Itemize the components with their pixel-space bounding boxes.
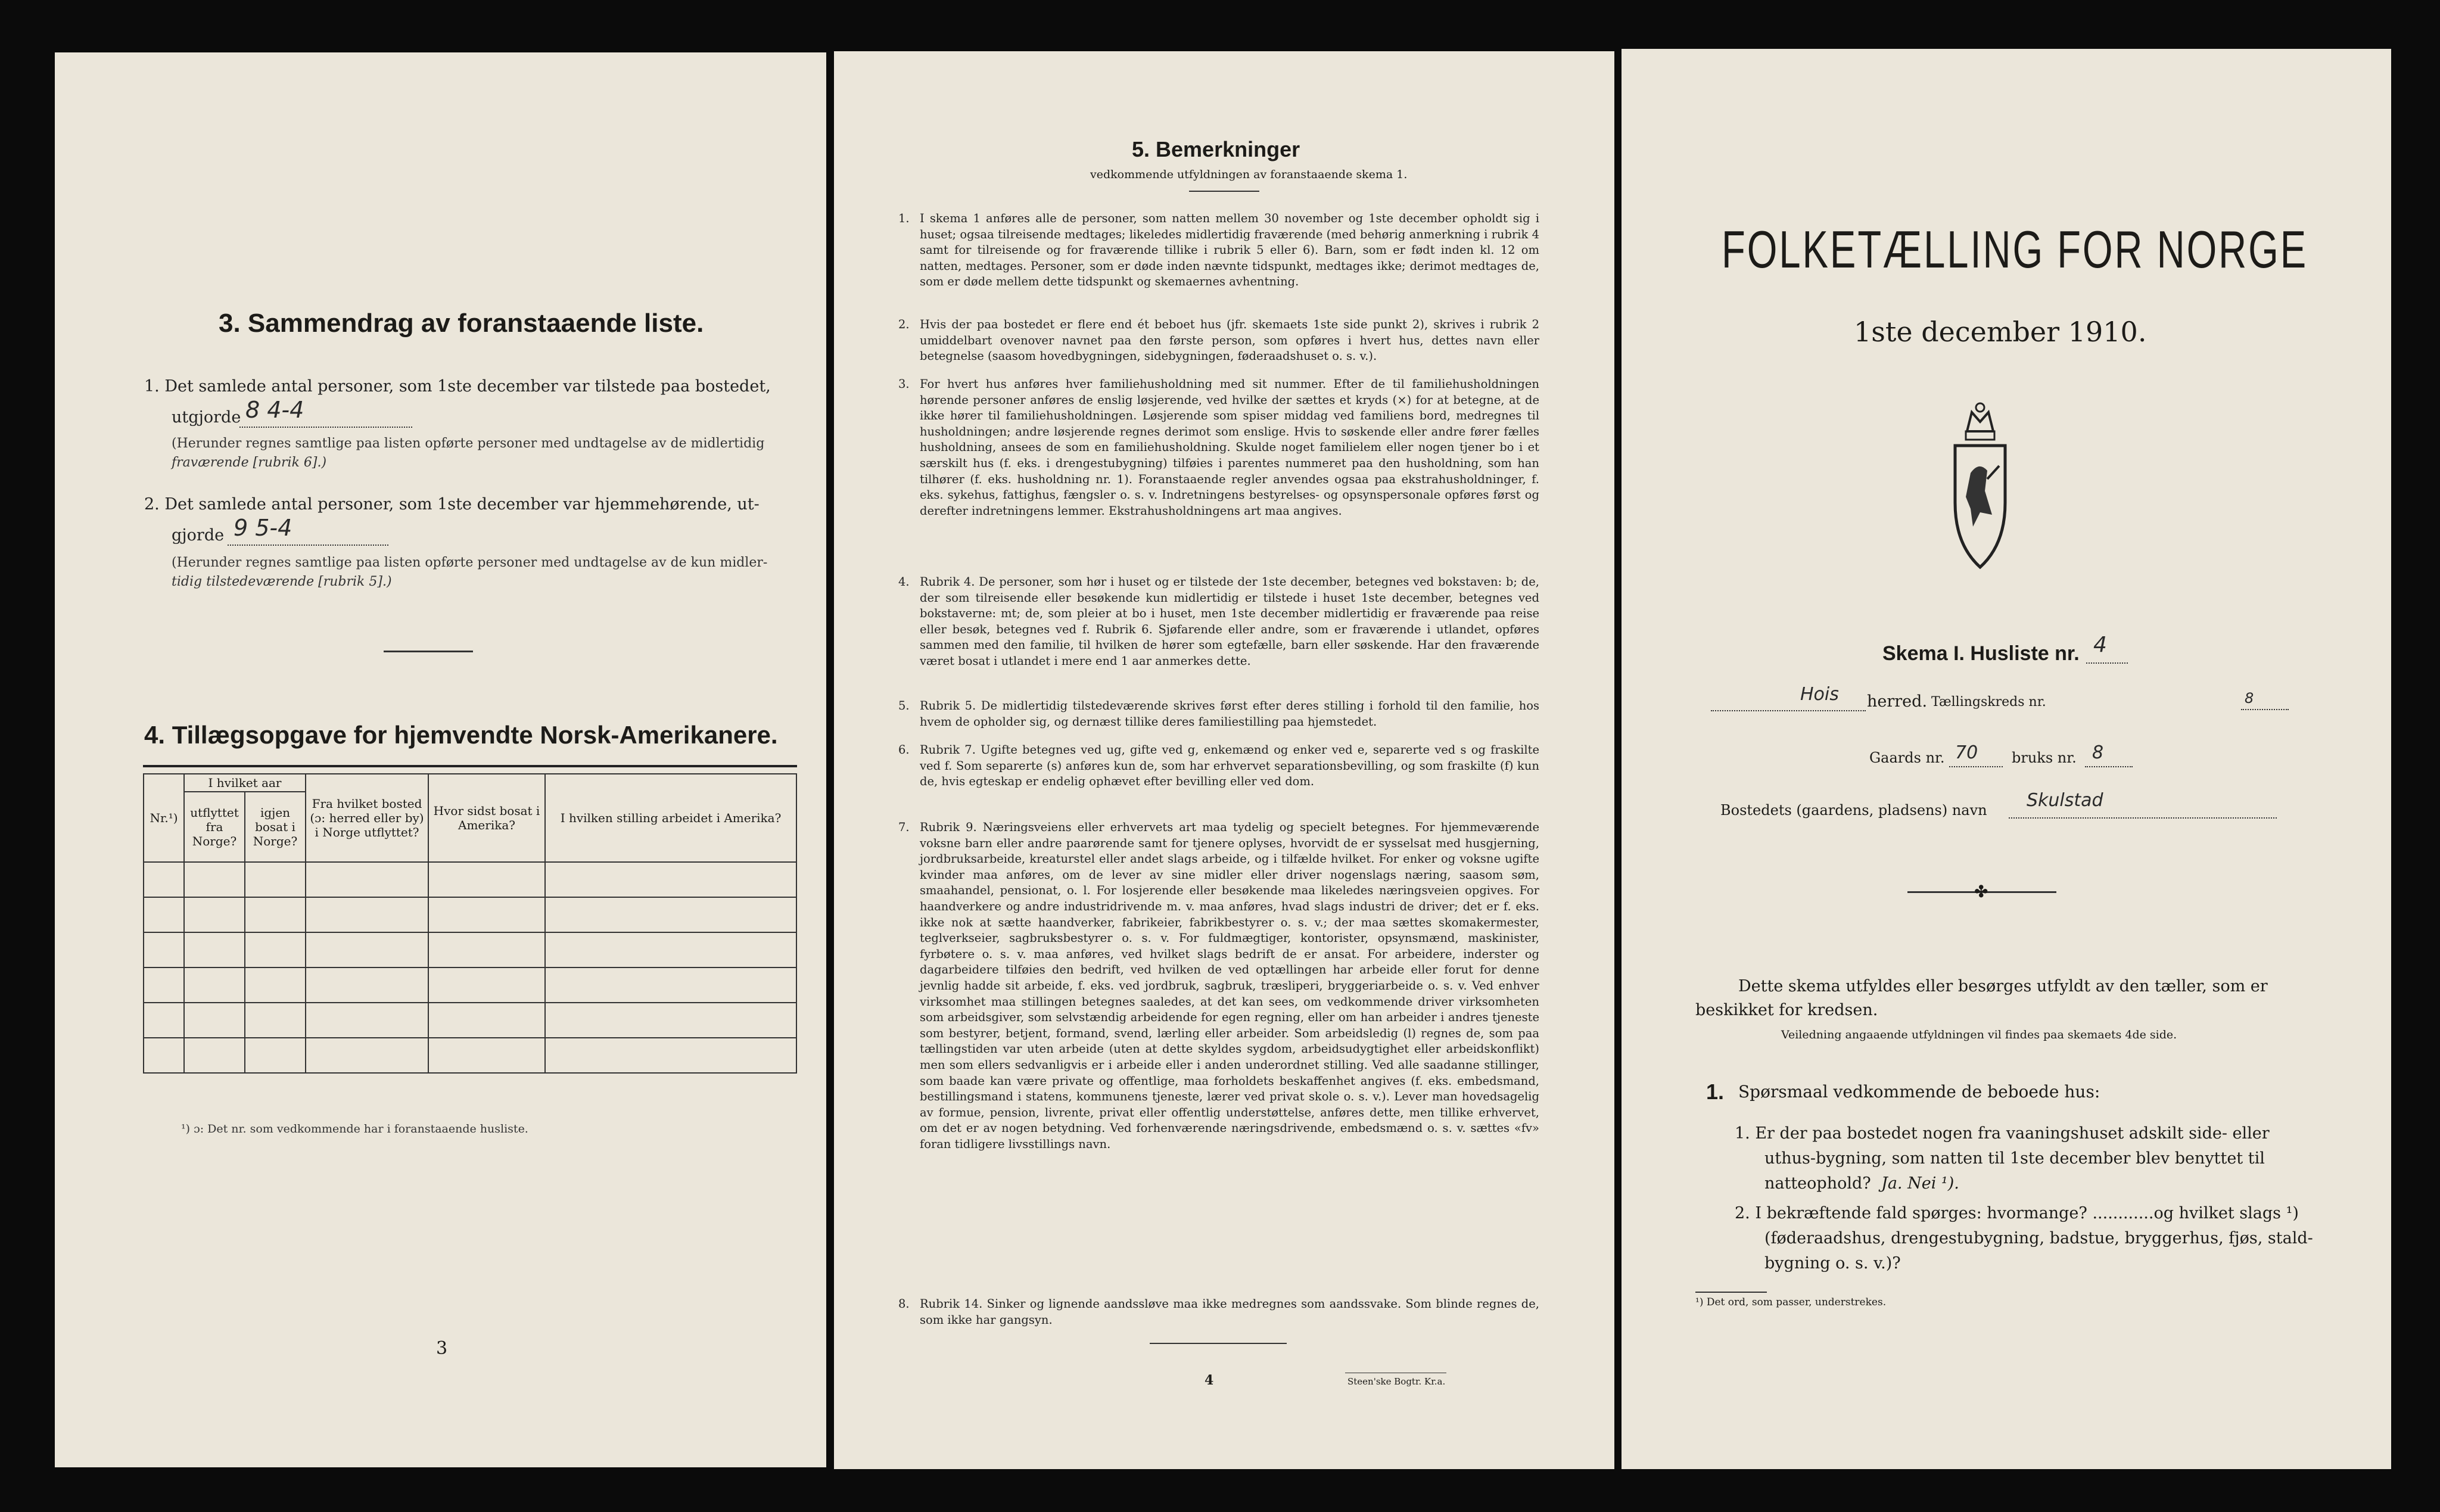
left-page bbox=[55, 52, 826, 1467]
remark-6: 6. Rubrik 7. Ugifte betegnes ved ug, gifte ved g, enkemænd og enker ved e, separerte ved s og fraskilte ved f. Som separerte (s) anføres kun de, som har erhvervet separationsbevilling, og som fraskilte (f) kun de, hvis egteskap er endelig ophævet efter bevilling eller ved dom. bbox=[898, 743, 1539, 789]
table-row bbox=[144, 1038, 796, 1073]
remarks-subtitle: vedkommende utfyldningen av foranstaaende skema 1. bbox=[1090, 168, 1408, 181]
bosted-fill-line bbox=[2009, 801, 2277, 819]
right-page bbox=[1622, 49, 2391, 1469]
q2-line2: (føderaadshus, drengestubygning, badstue, bryggerhus, fjøs, stald- bbox=[1764, 1229, 2313, 1247]
herred-fill-line bbox=[1711, 693, 1866, 711]
question-heading: Spørsmaal vedkommende de beboede hus: bbox=[1738, 1082, 2100, 1102]
gaards-fill-line bbox=[1949, 749, 2003, 767]
remark-2: 2. Hvis der paa bostedet er flere end ét beboet hus (jfr. skemaets 1ste side punkt 2), skrives i rubrik 2 umiddelbart ovenover navnet paa den første person, som opføres i hvert hus, dettes navn eller betegnelse (saasom hovedbygningen, sidebygningen, føderaadshuset o. s. v.). bbox=[898, 318, 1539, 363]
table-row bbox=[144, 967, 796, 1003]
col-nr: Nr.¹) bbox=[144, 774, 184, 862]
kreds-label: Tællingskreds nr. bbox=[1931, 695, 2046, 710]
page-number: 4 bbox=[1205, 1373, 1214, 1388]
printer-mark: Steen'ske Bogtr. Kr.a. bbox=[1347, 1376, 1446, 1387]
kreds-value: 8 bbox=[2245, 690, 2254, 707]
instruction-line2: beskikket for kredsen. bbox=[1695, 1001, 1878, 1019]
section3-item2-note2: tidig tilstedeværende [rubrik 5].) bbox=[172, 574, 392, 589]
col-emigrated: utflyttet fra Norge? bbox=[184, 792, 245, 862]
schema-label: Skema I. Husliste nr. bbox=[1882, 642, 2080, 665]
section3-item1-note1: (Herunder regnes samtlige paa listen opførte personer med undtagelse av de midlertidig bbox=[172, 436, 765, 451]
section-divider bbox=[384, 651, 473, 652]
middle-page bbox=[834, 51, 1614, 1469]
remark-1: 1. I skema 1 anføres alle de personer, som natten mellem 30 november og 1ste december opholdt sig i huset; ogsaa tilreisende medtages; likeledes midlertidig fraværende (med behørig anmerkning i rubrik 4 samt for tilreisende og for fraværende tillike i rubrik 5 eller 6). Barn, som er født inden kl. 12 om natten, medtages. Personer, som er døde inden nævnte tidspunkt, medtages ikke; derimot medtages de, som er døde mellem dette tidspunkt og skemaernes avhentning. bbox=[898, 211, 1539, 289]
herred-label: herred. bbox=[1867, 692, 1928, 711]
title-rule bbox=[1189, 191, 1259, 192]
table-top-rule bbox=[143, 765, 797, 767]
section3-item1-prefix: utgjorde bbox=[172, 408, 241, 427]
col-year-group: I hvilket aar bbox=[184, 774, 306, 792]
norsk-amerikanere-table bbox=[143, 773, 797, 1074]
table-row bbox=[144, 1003, 796, 1038]
col-last-residence: Hvor sidst bosat i Amerika? bbox=[428, 774, 545, 862]
bruks-label: bruks nr. bbox=[2012, 749, 2077, 766]
norwegian-coat-of-arms-icon bbox=[1944, 396, 2016, 574]
q1-line3: natteophold? bbox=[1764, 1174, 1871, 1193]
section3-item1-value: 8 4-4 bbox=[245, 397, 304, 423]
form-date: 1ste december 1910. bbox=[1854, 316, 2147, 348]
q1-line1: 1. Er der paa bostedet nogen fra vaaningshuset adskilt side- eller bbox=[1735, 1124, 2270, 1143]
gaards-label: Gaards nr. bbox=[1869, 749, 1945, 766]
section3-item1-note2: fraværende [rubrik 6].) bbox=[172, 455, 327, 470]
section4-title: 4. Tillægsopgave for hjemvendte Norsk-Amerikanere. bbox=[144, 721, 778, 749]
q1-answer: Ja. Nei ¹). bbox=[1881, 1174, 1959, 1193]
table-row bbox=[144, 862, 796, 897]
bosted-value: Skulstad bbox=[2027, 790, 2103, 811]
table-row bbox=[144, 897, 796, 932]
section3-item1: 1. Det samlede antal personer, som 1ste december var tilstede paa bostedet, bbox=[144, 377, 771, 396]
bruks-fill-line bbox=[2085, 749, 2133, 767]
kreds-fill-line bbox=[2241, 695, 2289, 710]
col-returned: igjen bosat i Norge? bbox=[245, 792, 306, 862]
item2-fill-line bbox=[228, 527, 388, 546]
instruction-line1: Dette skema utfyldes eller besørges utfyldt av den tæller, som er bbox=[1738, 977, 2268, 995]
col-from-where: Fra hvilket bosted (ɔ: herred eller by) i Norge utflyttet? bbox=[306, 774, 428, 862]
section4-footnote: ¹) ɔ: Det nr. som vedkommende har i foranstaaende husliste. bbox=[181, 1122, 528, 1135]
q2-line1: 2. I bekræftende fald spørges: hvormange? ............og hvilket slags ¹) bbox=[1735, 1204, 2299, 1222]
ornament-icon: ✤ bbox=[1974, 882, 1988, 901]
remarks-title: 5. Bemerkninger bbox=[1132, 137, 1300, 161]
guidance-text: Veiledning angaaende utfyldningen vil findes paa skemaets 4de side. bbox=[1781, 1028, 2177, 1041]
remark-4: 4. Rubrik 4. De personer, som hør i huset og er tilstede der 1ste december, betegnes ved bokstaven: b; de, der som tilreisende eller besøkende kun midlertidig er tilstede i huset 1ste december, betegnes ved bokstaverne: mt; de, som pleier at bo i huset, men 1ste december midlertidig er fraværende paa reise eller besøk, betegnes ved f. Rubrik 6. Sjøfarende eller andre, som er fraværende i utlandet, opføres sammen med den familie, til hvilken de hører som egtefælle, barn eller søskende. Har den fraværende været bosat i utlandet i mere end 1 aar anmerkes dette. bbox=[898, 575, 1539, 668]
table-row bbox=[144, 932, 796, 967]
section3-title: 3. Sammendrag av foranstaaende liste. bbox=[219, 309, 704, 338]
remark-8: 8. Rubrik 14. Sinker og lignende aandssløve maa ikke medregnes som aandssvake. Som blinde regnes de, som ikke har gangsyn. bbox=[898, 1297, 1539, 1327]
footnote: ¹) Det ord, som passer, understrekes. bbox=[1695, 1296, 1887, 1308]
q2-line3: bygning o. s. v.)? bbox=[1764, 1254, 1901, 1273]
bosted-label: Bostedets (gaardens, pladsens) navn bbox=[1720, 802, 1987, 819]
q1-line2: uthus-bygning, som natten til 1ste december blev benyttet til bbox=[1764, 1149, 2265, 1168]
husliste-fill-line bbox=[2086, 642, 2128, 664]
page-number: 3 bbox=[436, 1338, 448, 1359]
section3-item2-prefix: gjorde bbox=[172, 526, 225, 545]
remark-7: 7. Rubrik 9. Næringsveiens eller erhvervets art maa tydelig og specielt betegnes. For hjemmeværende voksne barn eller andre paarørende samt for tjenere oplyses, hvorvidt de er sysselsat med husgjerning, jordbruksarbeide, kreaturstel eller andet slags arbeide, og i tilfælde hvilket. For enker og voksne ugifte kvinder maa anføres, om de lever av sine midler eller driver nogenslags næring, saasom søm, smaahandel, pensionat, o. l. For losjerende eller besøkende maa likeledes næringsveien opgives. For haandverkere og andre industridrivende m. v. maa anføres, hvad slags industri de driver; det er f. eks. ikke nok at sætte haandverker, fabrikeier, fabrikbestyrer o. s. v.; der maa sættes skomakermester, teglverkseier, sagbruksbestyrer o. s. v. For fuldmægtiger, kontorister, opsynsmænd, maskinister, fyrbøtere o. s. v. maa anføres, ved hvilket slags bedrift de er ansat. For arbeidere, inderster og dagarbeidere tilføies den bedrift, ved hvilken de ved optællingen har arbeide eller forut for denne jevnlig hadde sit arbeide, f. eks. ved jordbruk, sagbruk, træsliperi, bryggeriarbeide o. s. v. Ved enhver virksomhet maa stillingen betegnes saaledes, at det kan sees, om vedkommende driver virksomheten som arbeidsgiver, som selvstændig arbeidende for egen regning, eller om han arbeider i andres tjeneste som bestyrer, betjent, formand, svend, lærling eller arbeider. Som arbeidsledig (l) regnes de, som paa tællingstiden var uten arbeide (uten at dette skyldes sygdom, arbeidsudygtighet eller arbeidskonflikt) men som ellers sedvanligvis er i arbeide eller i anden underordnet stilling. Ved alle saadanne stillinger, som baade kan være private og offentlige, maa forholdets beskaffenhet angives (f. eks. embedsmand, bestillingsmand i statens, kommunens tjeneste, lærer ved privat skole o. s. v.). Lever man hovedsagelig av formue, pension, livrente, privat eller offentlig understøttelse, anføres dette, men tillike erhvervet, om det er av nogen betydning. Ved forhenværende næringsdrivende, embedsmænd o. s. v. sættes «fv» foran tidligere livsstillings navn. bbox=[898, 820, 1539, 1151]
footnote-rule bbox=[1695, 1292, 1767, 1293]
bruks-value: 8 bbox=[2092, 742, 2104, 763]
remark-5: 5. Rubrik 5. De midlertidig tilstedeværende skrives først efter deres stilling i forhold til den familie, hos hvem de opholder sig, og dernæst tillike deres familiestilling paa hjemstedet. bbox=[898, 699, 1539, 729]
item1-fill-line bbox=[239, 409, 412, 428]
herred-value: Hois bbox=[1800, 684, 1839, 705]
form-title: FOLKETÆLLING FOR NORGE bbox=[1722, 220, 2308, 279]
section3-item2-value: 9 5-4 bbox=[234, 515, 292, 541]
col-occupation: I hvilken stilling arbeidet i Amerika? bbox=[545, 774, 796, 862]
end-rule bbox=[1150, 1343, 1287, 1344]
section3-item2-note1: (Herunder regnes samtlige paa listen opførte personer med undtagelse av de kun midler- bbox=[172, 555, 768, 570]
husliste-nr: 4 bbox=[2093, 633, 2107, 657]
question-heading-num: 1. bbox=[1706, 1079, 1725, 1104]
remark-3: 3. For hvert hus anføres hver familiehusholdning med sit nummer. Efter de til familiehusholdningen hørende personer anføres de enslig løsjerende, ved hvilke der sættes et kryds (×) for at betegne, at de ikke hører til familiehusholdningen. Løsjerende som spiser middag ved familiens bord, medregnes til husholdningen; andre løsjerende regnes derimot som enslige. Hvis to søskende eller andre fører fælles husholdning, ansees de som en familiehusholdning. Skulde noget familielem eller nogen tjener bo i et særskilt hus (f. eks. i drengestubygning) tilføies i parentes nummeret paa den husholdning, som han tilhører (f. eks. husholdning nr. 1). Foranstaaende regler anvendes ogsaa paa ekstrahusholdninger, f. eks. sykehus, fattighus, fængsler o. s. v. Indretningens bestyrelses- og opsynspersonale opføres først og derefter indretningens lemmer. Ekstrahusholdningens art maa angives. bbox=[898, 377, 1539, 518]
gaards-value: 70 bbox=[1955, 742, 1978, 763]
section3-item2: 2. Det samlede antal personer, som 1ste december var hjemmehørende, ut- bbox=[144, 495, 760, 514]
